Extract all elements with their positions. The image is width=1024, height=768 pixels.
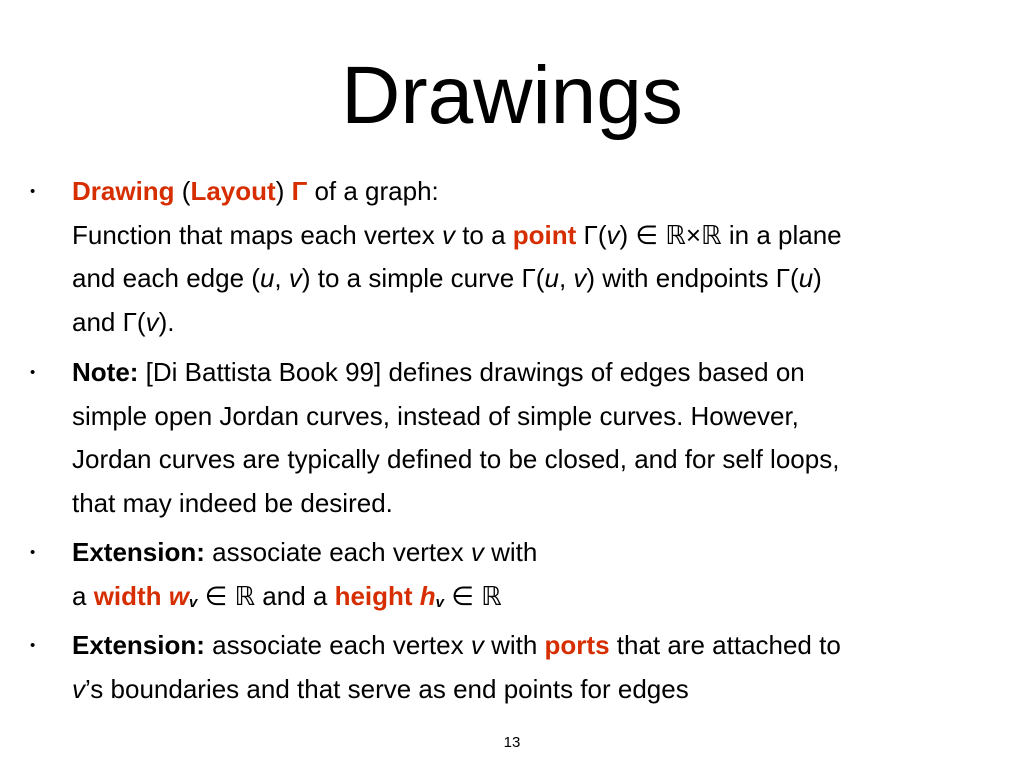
text: associate each vertex (204, 537, 471, 567)
text: that are attached to (609, 630, 841, 660)
term-height: height (334, 580, 413, 611)
text: to a (454, 219, 513, 250)
var-v: v (606, 219, 620, 250)
var-v: v (470, 537, 484, 567)
text: Function that maps each vertex (72, 219, 442, 250)
var-v: v (441, 219, 455, 250)
slide-title: Drawings (341, 50, 683, 141)
text: ) ∈ ℝ×ℝ in a plane (619, 219, 842, 250)
page-number: 13 (503, 734, 521, 751)
bullet-extension-ports (30, 624, 972, 711)
text: simple open Jordan curves, instead of simple curves. However, (72, 400, 799, 431)
label-extension: Extension: (72, 630, 205, 660)
text: ) (275, 176, 292, 206)
var-u: u (544, 263, 559, 293)
text: Γ( (576, 219, 607, 250)
var-v: v (470, 630, 484, 660)
term-width: width (93, 580, 162, 611)
text: with (483, 630, 545, 660)
bullet-dot-icon: • (30, 364, 36, 381)
text: of a graph: (307, 176, 439, 206)
term-layout: Layout (190, 176, 276, 206)
term-ports: ports (544, 630, 610, 660)
text: , (274, 263, 289, 293)
bullet-drawing-definition (30, 170, 972, 344)
bullet-note (30, 351, 972, 525)
var-v: v (72, 673, 85, 704)
term-gamma: Γ (291, 176, 308, 206)
var-w: w (161, 580, 190, 611)
text: a (72, 580, 94, 611)
text: with (483, 537, 538, 567)
var-v: v (288, 263, 302, 293)
text: ) with endpoints Γ( (586, 263, 799, 293)
bullet-dot-icon: • (30, 544, 36, 561)
text: ) to a simple curve Γ( (301, 263, 545, 293)
bullet-dot-icon: • (30, 637, 36, 654)
bullet-dot-icon: • (30, 183, 36, 200)
text: that may indeed be desired. (72, 487, 393, 518)
label-extension: Extension: (72, 537, 205, 567)
text: ’s boundaries and that serve as end points for edges (85, 673, 689, 704)
var-v: v (573, 263, 587, 293)
text: Jordan curves are typically defined to be closed, and for self loops, (72, 444, 840, 474)
var-u: u (259, 263, 275, 293)
term-drawing: Drawing (72, 176, 175, 206)
subscript-v: v (435, 593, 445, 611)
var-h: h (412, 580, 436, 611)
text: ( (174, 176, 191, 206)
text: and Γ( (72, 306, 146, 337)
text: , (558, 263, 574, 293)
text: ∈ ℝ (444, 580, 502, 611)
text: and each edge ( (72, 263, 260, 293)
var-u: u (798, 263, 814, 293)
term-point: point (512, 219, 577, 250)
text: ) (813, 263, 822, 293)
label-note: Note: (72, 357, 139, 387)
text: ∈ ℝ and a (197, 580, 335, 611)
text: [Di Battista Book 99] defines drawings of edges based on (138, 357, 805, 387)
var-v: v (145, 306, 159, 337)
text: associate each vertex (204, 630, 471, 660)
bullet-extension-size (30, 531, 972, 624)
text: ). (158, 306, 175, 337)
subscript-v: v (189, 593, 198, 611)
